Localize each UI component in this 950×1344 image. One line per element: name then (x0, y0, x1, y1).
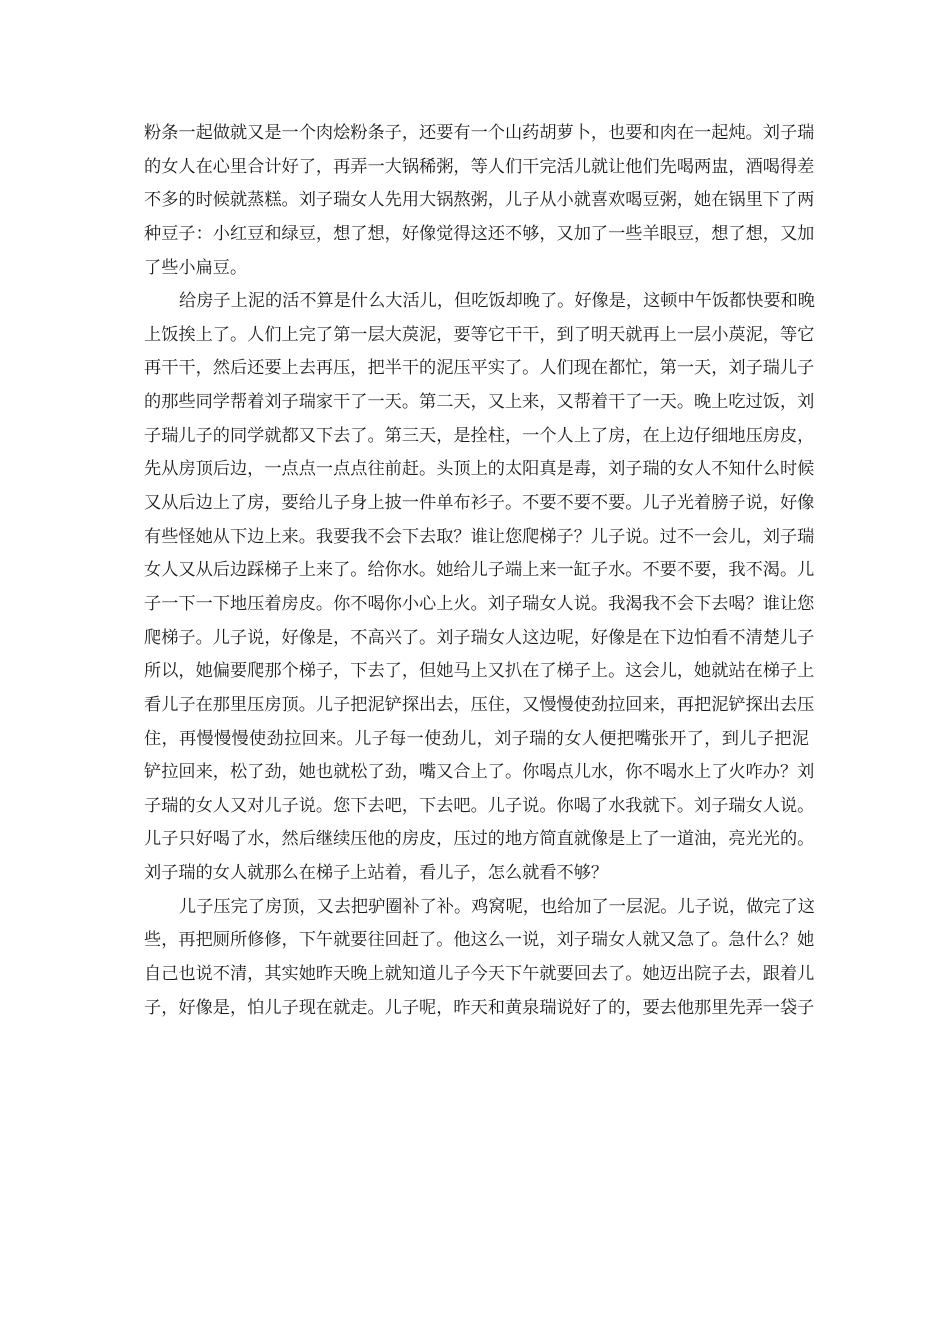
text-line: 铲拉回来，松了劲，她也就松了劲，嘴又合上了。你喝点儿水，你不喝水上了火咋办？刘 (144, 762, 815, 783)
text-line: 不多的时候就蒸糕。刘子瑞女人先用大锅熬粥，儿子从小就喜欢喝豆粥，她在锅里下了两 (144, 190, 815, 211)
text-line: 儿子只好喝了水，然后继续压他的房皮，压过的地方简直就像是上了一道油，亮光光的。 (144, 829, 815, 850)
text-line: 了些小扁豆。 (144, 257, 248, 278)
text-line: 有些怪她从下边上来。我要我不会下去取？谁让您爬梯子？儿子说。过不一会儿，刘子瑞 (144, 526, 815, 547)
text-line: 又从后边上了房，要给儿子身上披一件单布衫子。不要不要不要。儿子光着膀子说，好像 (144, 493, 815, 514)
text-line: 种豆子：小红豆和绿豆，想了想，好像觉得这还不够，又加了一些羊眼豆，想了想，又加 (144, 223, 815, 244)
text-line: 给房子上泥的活不算是什么大活儿，但吃饭却晚了。好像是，这顿中午饭都快要和晚 (179, 291, 815, 312)
text-line: 上饭挨上了。人们上完了第一层大䓞泥，要等它干干，到了明天就再上一层小䓞泥，等它 (144, 324, 815, 345)
text-line: 子一下一下地压着房皮。你不喝你小心上火。刘子瑞女人说。我渴我不会下去喝？谁让您 (144, 593, 815, 614)
text-line: 子瑞儿子的同学就都又下去了。第三天，是拴柱，一个人上了房，在上边仔细地压房皮， (144, 425, 815, 446)
text-line: 女人又从后边踩梯子上来了。给你水。她给儿子端上来一缸子水。不要不要，我不渴。儿 (144, 560, 815, 581)
text-line: 粉条一起做就又是一个肉烩粉条子，还要有一个山药胡萝卜，也要和肉在一起炖。刘子瑞 (144, 123, 815, 143)
body-text (144, 117, 815, 1025)
text-line: 子瑞的女人又对儿子说。您下去吧，下去吧。儿子说。你喝了水我就下。刘子瑞女人说。 (144, 795, 815, 816)
text-line: 自己也说不清，其实她昨天晚上就知道儿子今天下午就要回去了。她迈出院子去，跟着儿 (144, 964, 815, 985)
text-line: 所以，她偏要爬那个梯子，下去了，但她马上又扒在了梯子上。这会儿，她就站在梯子上 (144, 661, 815, 682)
text-line: 看儿子在那里压房顶。儿子把泥铲探出去，压住，又慢慢使劲拉回来，再把泥铲探出去压 (144, 694, 815, 715)
text-line: 儿子压完了房顶，又去把驴圈补了补。鸡窝呢，也给加了一层泥。儿子说，做完了这 (179, 896, 815, 917)
text-line: 爬梯子。儿子说，好像是，不高兴了。刘子瑞女人这边呢，好像是在下边怕看不清楚儿子 (144, 627, 815, 648)
text-line: 的那些同学帮着刘子瑞家干了一天。第二天，又上来，又帮着干了一天。晚上吃过饭，刘 (144, 392, 815, 413)
text-line: 先从房顶后边，一点点一点点往前赶。头顶上的太阳真是毒，刘子瑞的女人不知什么时候 (144, 459, 815, 480)
text-line: 子，好像是，怕儿子现在就走。儿子呢，昨天和黄泉瑞说好了的，要去他那里先弄一袋子 (144, 997, 815, 1018)
text-line: 再干干，然后还要上去再压，把半干的泥压平实了。人们现在都忙，第一天，刘子瑞儿子 (144, 358, 815, 379)
text-line: 刘子瑞的女人就那么在梯子上站着，看儿子，怎么就看不够？ (144, 863, 609, 884)
text-line: 住，再慢慢慢使劲拉回来。儿子每一使劲儿，刘子瑞的女人便把嘴张开了，到儿子把泥 (144, 728, 809, 749)
text-line: 些，再把厕所修修，下午就要往回赶了。他这么一说，刘子瑞女人就又急了。急什么？她 (144, 930, 815, 951)
text-line: 的女人在心里合计好了，再弄一大锅稀粥，等人们干完活儿就让他们先喝两盅，酒喝得差 (144, 156, 815, 177)
